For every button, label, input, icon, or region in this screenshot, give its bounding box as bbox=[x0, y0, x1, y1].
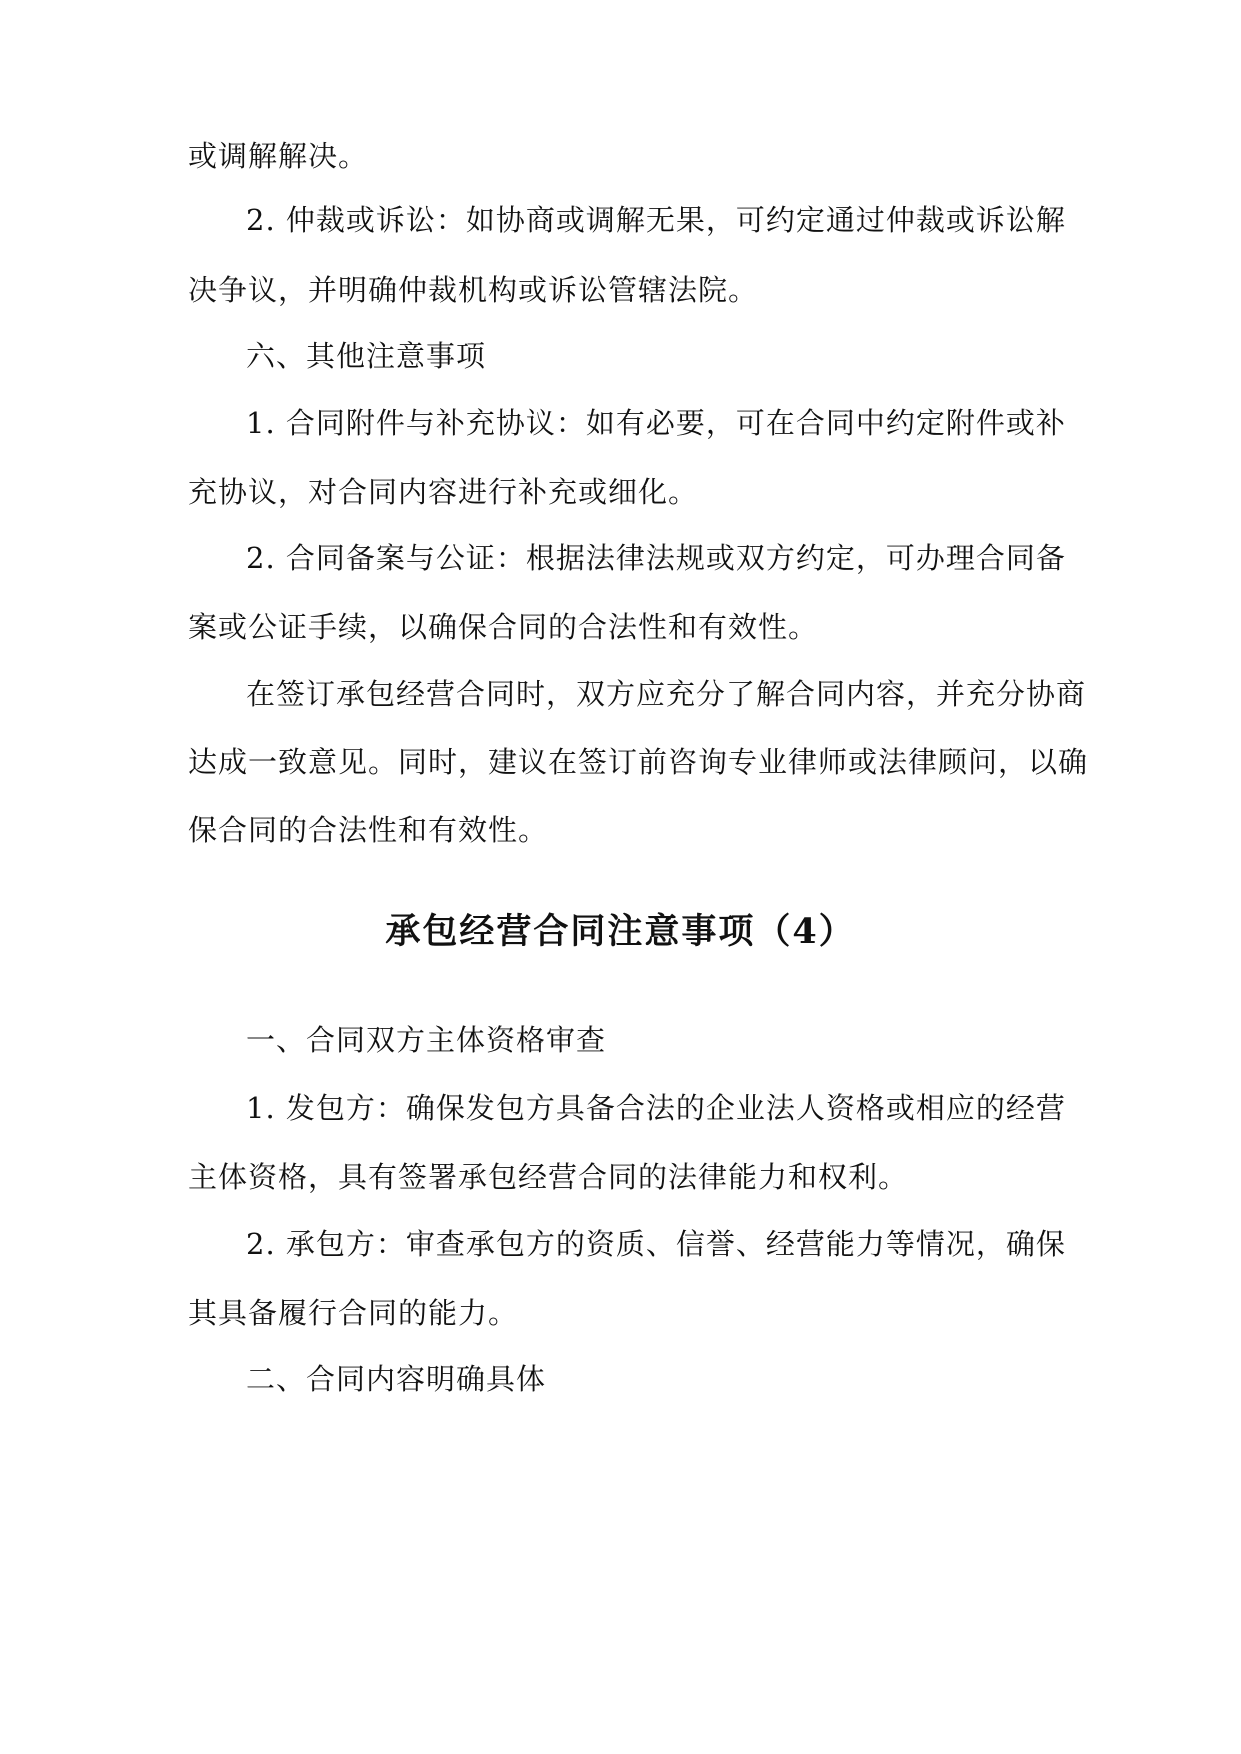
paragraph-line: 达成一致意见。同时，建议在签订前咨询专业律师或法律顾问，以确 bbox=[188, 745, 1089, 779]
section-heading: 六、其他注意事项 bbox=[246, 339, 487, 373]
paragraph-line: 充协议，对合同内容进行补充或细化。 bbox=[188, 475, 699, 509]
paragraph-line: 在签订承包经营合同时，双方应充分了解合同内容，并充分协商 bbox=[246, 677, 1087, 711]
paragraph-line: 决争议，并明确仲裁机构或诉讼管辖法院。 bbox=[188, 273, 759, 307]
paragraph-line: 案或公证手续，以确保合同的合法性和有效性。 bbox=[188, 610, 819, 644]
section-heading: 一、合同双方主体资格审查 bbox=[246, 1023, 607, 1057]
paragraph-line: 保合同的合法性和有效性。 bbox=[188, 813, 549, 847]
paragraph-line: 1. 发包方：确保发包方具备合法的企业法人资格或相应的经营 bbox=[246, 1091, 1066, 1125]
paragraph-line: 主体资格，具有签署承包经营合同的法律能力和权利。 bbox=[188, 1160, 909, 1194]
section-heading: 二、合同内容明确具体 bbox=[246, 1362, 547, 1396]
paragraph-line: 2. 承包方：审查承包方的资质、信誉、经营能力等情况，确保 bbox=[246, 1227, 1066, 1261]
paragraph-line: 或调解解决。 bbox=[188, 139, 369, 173]
paragraph-line: 1. 合同附件与补充协议：如有必要，可在合同中约定附件或补 bbox=[246, 406, 1066, 440]
section-title: 承包经营合同注意事项（4） bbox=[385, 911, 856, 952]
paragraph-line: 2. 仲裁或诉讼：如协商或调解无果，可约定通过仲裁或诉讼解 bbox=[246, 203, 1066, 237]
paragraph-line: 2. 合同备案与公证：根据法律法规或双方约定，可办理合同备 bbox=[246, 541, 1066, 575]
paragraph-line: 其具备履行合同的能力。 bbox=[188, 1296, 519, 1330]
